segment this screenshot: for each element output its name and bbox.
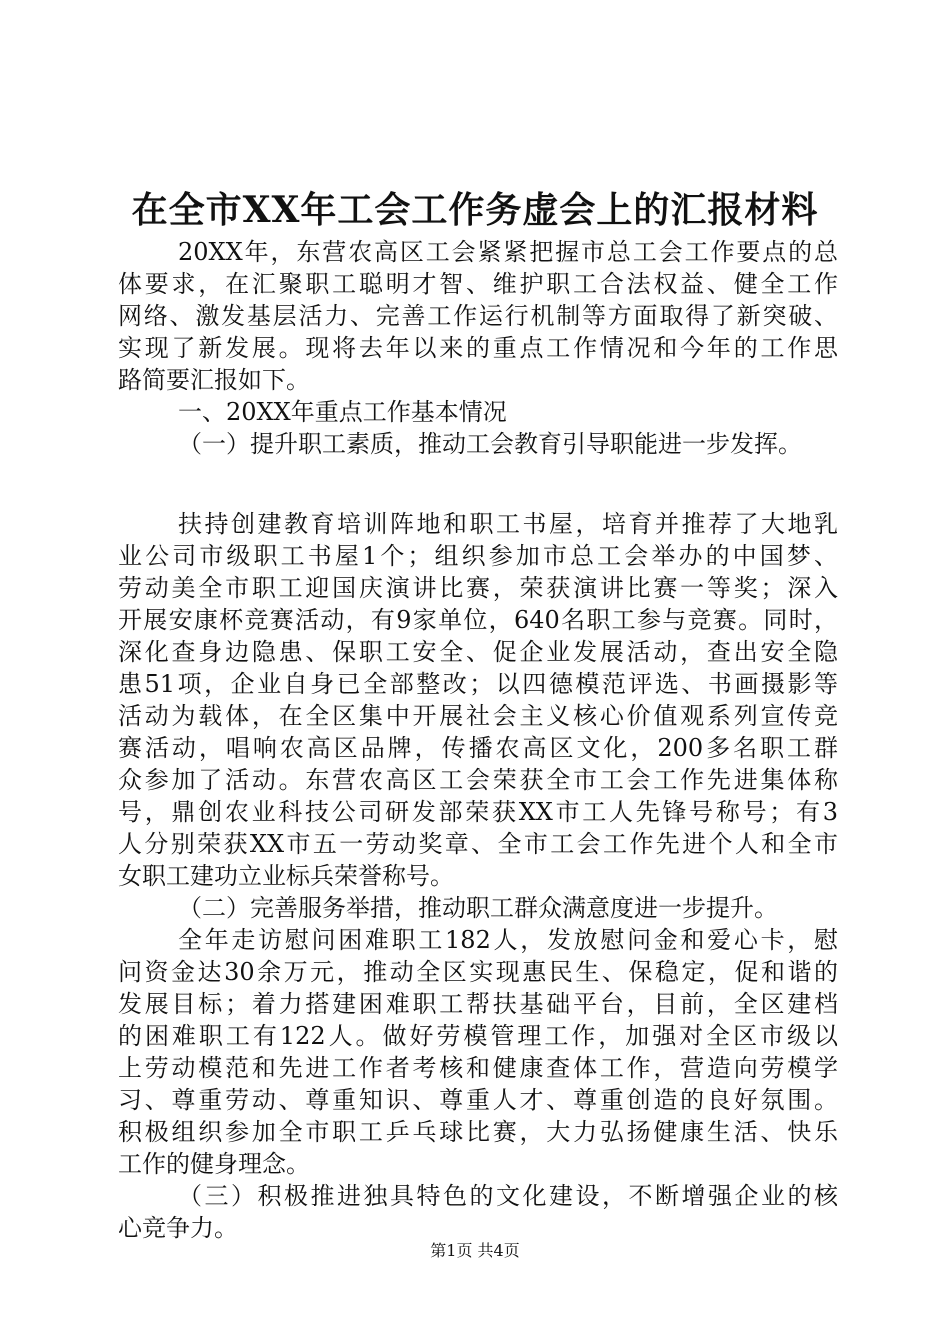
paragraph-intro	[118, 236, 838, 396]
paragraph-2	[118, 924, 838, 1180]
text-line: 实现了新发展。现将去年以来的重点工作情况和今年的工作思	[118, 334, 838, 362]
text-line: 20XX年，东营农高区工会紧紧把握市总工会工作要点的总	[178, 238, 838, 266]
text-line: 的困难职工有122人。做好劳模管理工作，加强对全区市级以	[118, 1022, 838, 1050]
text-line: 开展安康杯竞赛活动，有9家单位，640名职工参与竞赛。同时，	[118, 606, 838, 634]
document-body	[118, 236, 838, 1244]
subsection-heading-1: （一）提升职工素质，推动工会教育引导职能进一步发挥。	[178, 430, 802, 458]
section-heading-1: 一、20XX年重点工作基本情况	[178, 398, 507, 426]
page-number: 第1页 共4页	[430, 1241, 520, 1260]
text-line: 众参加了活动。东营农高区工会荣获全市工会工作先进集体称	[118, 766, 838, 794]
text-line: 业公司市级职工书屋1个；组织参加市总工会举办的中国梦、	[118, 542, 838, 570]
blank-line	[118, 460, 838, 492]
subsection-heading-2: （二）完善服务举措，推动职工群众满意度进一步提升。	[178, 894, 778, 922]
text-line: 工作的健身理念。	[118, 1150, 310, 1178]
text-line: 活动为载体，在全区集中开展社会主义核心价值观系列宣传竞	[118, 702, 838, 730]
text-line: 习、尊重劳动、尊重知识、尊重人才、尊重创造的良好氛围。	[118, 1086, 838, 1114]
text-line: 扶持创建教育培训阵地和职工书屋，培育并推荐了大地乳	[178, 510, 838, 538]
subsection-heading-3	[118, 1180, 838, 1244]
text-line: 网络、激发基层活力、完善工作运行机制等方面取得了新突破、	[118, 302, 838, 330]
text-line: （三）积极推进独具特色的文化建设，不断增强企业的核	[178, 1182, 838, 1210]
text-line: 患51项，企业自身已全部整改；以四德模范评选、书画摄影等	[118, 670, 838, 698]
text-line: 号，鼎创农业科技公司研发部荣获XX市工人先锋号称号；有3	[118, 798, 838, 826]
document-title: 在全市XX年工会工作务虚会上的汇报材料	[131, 189, 819, 231]
text-line: 上劳动模范和先进工作者考核和健康查体工作，营造向劳模学	[118, 1054, 838, 1082]
paragraph-1	[118, 508, 838, 892]
text-line: 全年走访慰问困难职工182人，发放慰问金和爱心卡，慰	[178, 926, 838, 954]
text-line: 路简要汇报如下。	[118, 366, 310, 394]
text-line: 女职工建功立业标兵荣誉称号。	[118, 862, 454, 890]
text-line: 劳动美全市职工迎国庆演讲比赛，荣获演讲比赛一等奖；深入	[118, 574, 838, 602]
text-line: 体要求，在汇聚职工聪明才智、维护职工合法权益、健全工作	[118, 270, 838, 298]
text-line: 积极组织参加全市职工乒乓球比赛，大力弘扬健康生活、快乐	[118, 1118, 838, 1146]
text-line: 发展目标；着力搭建困难职工帮扶基础平台，目前，全区建档	[118, 990, 838, 1018]
text-line: 深化查身边隐患、保职工安全、促企业发展活动，查出安全隐	[118, 638, 838, 666]
text-line: 人分别荣获XX市五一劳动奖章、全市工会工作先进个人和全市	[118, 830, 838, 858]
text-line: 问资金达30余万元，推动全区实现惠民生、保稳定，促和谐的	[118, 958, 838, 986]
text-line: 赛活动，唱响农高区品牌，传播农高区文化，200多名职工群	[118, 734, 838, 762]
text-line: 心竞争力。	[118, 1214, 238, 1242]
